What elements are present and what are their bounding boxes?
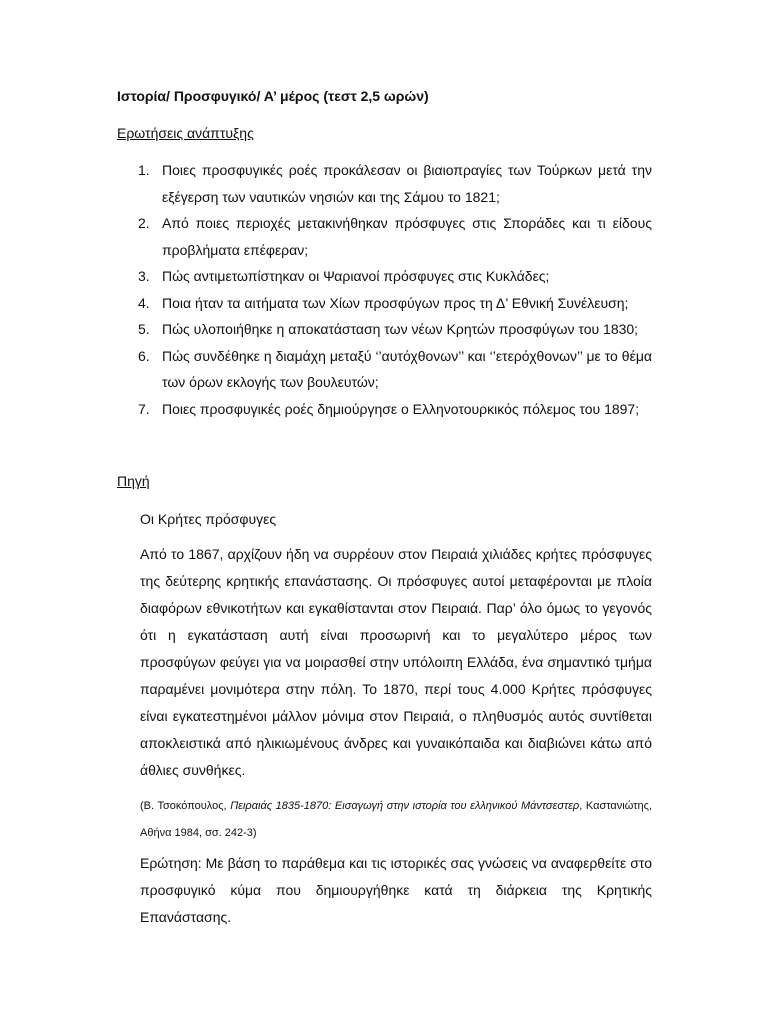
question-text: Από ποιες περιοχές μετακινήθηκαν πρόσφυγες στις Σποράδες και τι είδους προβλήματα επέφεραν; [162,215,652,258]
question-number: 4. [138,294,150,311]
citation-work: Πειραιάς 1835-1870: Εισαγωγή στην ιστορία του ελληνικού Μάντσεστερ [230,800,580,812]
source-citation [140,793,652,847]
question-item [117,316,652,343]
question-item [117,396,652,423]
question-number: 2. [138,215,150,231]
question-item [117,343,652,396]
final-question: Ερώτηση: Με βάση το παράθεμα και τις ιστορικές σας γνώσεις να αναφερθείτε στο προσφυγικό κύμα που δημιουργήθηκε κατά τη διάρκεια της Κρητικής Επανάστασης. [140,855,652,925]
question-number: 6. [138,347,150,364]
question-number: 5. [138,321,150,337]
question-text: Ποια ήταν τα αιτήματα των Χίων προσφύγων προς τη Δ’ Εθνική Συνέλευση; [162,294,629,311]
question-text: Πώς υλοποιήθηκε η αποκατάσταση των νέων Κρητών προσφύγων του 1830; [162,321,639,337]
question-number: 1. [138,162,150,178]
source-title: Οι Κρήτες πρόσφυγες [140,511,277,527]
source-heading: Πηγή [117,473,150,489]
question-item [117,263,652,290]
question-item [117,157,652,210]
citation-publisher: , Καστανιώτης, Αθήνα 1984, σσ. 242-3) [140,800,652,839]
source-text: Από το 1867, αρχίζουν ήδη να συρρέουν στον Πειραιά χιλιάδες κρήτες πρόσφυγες της δεύτερης κρητικής επανάστασης. Οι πρόσφυγες αυτοί μεταφέρονται με πλοία διαφόρων εθνικοτήτων και εγκαθίστανται στον Πειραιά. Παρ’ όλο όμως το γεγονός ότι η εγκατάσταση αυτή είναι προσωρινή και το μεγαλύτερο μέρος των προσφύγων φεύγει για να μοιρασθεί στην υπόλοιπη Ελλάδα, ένα σημαντικό τμήμα παραμένει μονιμότερα στην πόλη. Το 1870, περί τους 4.000 Κρήτες πρόσφυγες είναι εγκατεστημένοι μάλλον μόνιμα στον Πειραιά, ο πληθυσμός αυτός συντίθεται αποκλειστικά από ηλικιωμένους άνδρες και γυναικόπαιδα και διαβιώνει κάτω από άθλιες συνθήκες. [140,546,652,778]
question-number: 7. [138,400,150,417]
question-text: Πώς αντιμετωπίστηκαν οι Ψαριανοί πρόσφυγες στις Κυκλάδες; [162,268,550,284]
questions-list [117,157,652,422]
question-text: Ποιες προσφυγικές ροές δημιούργησε ο Ελληνοτουρκικός πόλεμος του 1897; [162,400,640,417]
questions-heading: Ερωτήσεις ανάπτυξης [117,125,254,141]
question-item [117,290,652,317]
question-number: 3. [138,268,150,284]
citation-author: (Β. Τσοκόπουλος, [140,800,227,812]
question-text: Πώς συνδέθηκε η διαμάχη μεταξύ ‘’αυτόχθονων’’ και ‘’ετερόχθονων’’ με το θέμα των όρων εκλογής των βουλευτών; [162,347,652,390]
question-item [117,210,652,263]
question-text: Ποιες προσφυγικές ροές προκάλεσαν οι βιαιοπραγίες των Τούρκων μετά την εξέγερση των ναυτικών νησιών και της Σάμου το 1821; [162,162,652,205]
document-title: Ιστορία/ Προσφυγικό/ Α’ μέρος (τεστ 2,5 ωρών) [117,88,429,104]
